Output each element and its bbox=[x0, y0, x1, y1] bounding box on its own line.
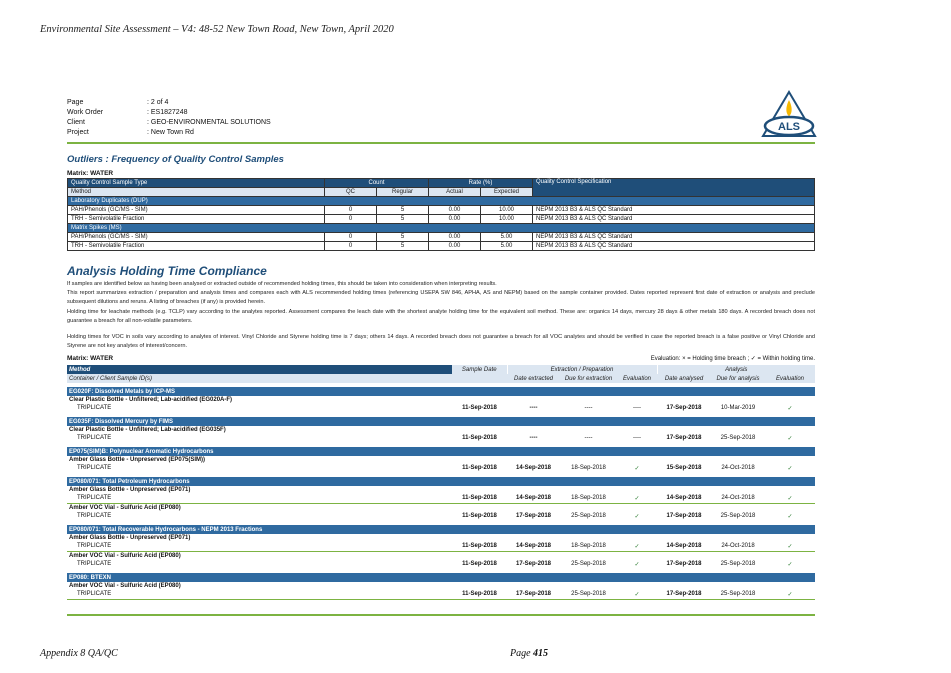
check-icon: ✓ bbox=[765, 511, 815, 523]
check-icon: ✓ bbox=[617, 541, 657, 552]
ht-subheader-row: Container / Client Sample ID(s) Date extracted Due for extraction Evaluation Date analysed Due for analysis Evaluation bbox=[67, 374, 815, 385]
table-row: TRH - Semivolatile Fraction 0 5 0.00 10.00 NEPM 2013 B3 & ALS QC Standard bbox=[68, 215, 815, 224]
report-meta bbox=[67, 98, 271, 138]
evaluation-legend: Evaluation: × = Holding time breach ; ✓ = Within holding time. bbox=[650, 356, 815, 362]
qc-frequency-table bbox=[67, 178, 815, 251]
ht-group: EG035F: Dissolved Mercury by FIMS bbox=[67, 415, 815, 426]
ht-group: EP080/071: Total Recoverable Hydrocarbons - NEPM 2013 Fractions bbox=[67, 523, 815, 534]
outliers-title: Outliers : Frequency of Quality Control Samples bbox=[67, 154, 284, 165]
paragraph-3: Holding time for leachate methods (e.g. TCLP) vary according to the analytes reported. Assessment compares the leach date with the shortest analyte holding time for the equivalent soil method. These are: organics 14 days, mercury 28 days & other metals 180 days. A recorded breach does not guarantee a breach for all non-volatile parameters. bbox=[67, 309, 815, 324]
sample-row: TRIPLICATE 11-Sep-2018 14-Sep-2018 18-Sep-2018 ✓ 14-Sep-2018 24-Oct-2018 ✓ bbox=[67, 493, 815, 504]
meta-row-client: Client : GEO-ENVIRONMENTAL SOLUTIONS bbox=[67, 119, 271, 126]
qc-header-row: Quality Control Sample Type Count Rate (%) Quality Control Specification bbox=[68, 179, 815, 188]
table-row: PAH/Phenols (GC/MS - SIM) 0 5 0.00 5.00 NEPM 2013 B3 & ALS QC Standard bbox=[68, 233, 815, 242]
sample-row: TRIPLICATE 11-Sep-2018 17-Sep-2018 25-Sep-2018 ✓ 17-Sep-2018 25-Sep-2018 ✓ bbox=[67, 511, 815, 523]
check-icon: ✓ bbox=[765, 589, 815, 600]
ht-group: EP075(SIM)B: Polynuclear Aromatic Hydrocarbons bbox=[67, 445, 815, 456]
footer-divider bbox=[67, 614, 815, 616]
check-icon: ✓ bbox=[765, 403, 815, 415]
check-icon: ✓ bbox=[617, 589, 657, 600]
table-row: TRH - Semivolatile Fraction 0 5 0.00 5.00 NEPM 2013 B3 & ALS QC Standard bbox=[68, 242, 815, 251]
header-divider bbox=[67, 142, 815, 144]
check-icon: ✓ bbox=[765, 493, 815, 504]
holding-time-title: Analysis Holding Time Compliance bbox=[67, 264, 267, 278]
check-icon: ✓ bbox=[617, 559, 657, 571]
logo-text: ALS bbox=[778, 121, 800, 133]
container-row: Amber Glass Bottle - Unpreserved (EP075(SIM)) bbox=[69, 456, 206, 463]
sample-row: TRIPLICATE 11-Sep-2018 17-Sep-2018 25-Sep-2018 ✓ 17-Sep-2018 25-Sep-2018 ✓ bbox=[67, 559, 815, 571]
paragraph-1: If samples are identified below as having been analysed or extracted outside of recommended holding times, this should be taken into consideration when interpreting results. bbox=[67, 281, 497, 287]
container-row: Clear Plastic Bottle - Unfiltered; Lab-acidified (EG020A-F) bbox=[69, 396, 233, 403]
sample-row: TRIPLICATE 11-Sep-2018 14-Sep-2018 18-Sep-2018 ✓ 15-Sep-2018 24-Oct-2018 ✓ bbox=[67, 463, 815, 475]
holding-time-table bbox=[67, 365, 815, 600]
meta-row-page: Page : 2 of 4 bbox=[67, 99, 169, 106]
footer-page: Page 415 bbox=[510, 648, 549, 659]
paragraph-2: This report summarizes extraction / preparation and analysis times and compares each with ALS recommended holding times (referencing USEPA SW 846, APHA, AS and NEPM) based on the sample container provided. Dates reported represent first date of extraction or analysis and preclude subsequent dilutions and reruns. A listing of breaches (if any) is provided herein. bbox=[67, 290, 815, 305]
matrix-label-2: Matrix: WATER bbox=[67, 355, 114, 362]
ht-group: EG020F: Dissolved Metals by ICP-MS bbox=[67, 385, 815, 396]
sample-row: TRIPLICATE 11-Sep-2018 17-Sep-2018 25-Sep-2018 ✓ 17-Sep-2018 25-Sep-2018 ✓ bbox=[67, 589, 815, 600]
check-icon: ✓ bbox=[765, 433, 815, 445]
container-row: Amber VOC Vial - Sulfuric Acid (EP080) bbox=[69, 582, 181, 589]
check-icon: ✓ bbox=[617, 493, 657, 504]
footer-appendix: Appendix 8 QA/QC bbox=[40, 648, 118, 659]
check-icon: ✓ bbox=[617, 463, 657, 475]
check-icon: ✓ bbox=[765, 559, 815, 571]
check-icon: ✓ bbox=[765, 541, 815, 552]
container-row: Clear Plastic Bottle - Unfiltered; Lab-acidified (EG035F) bbox=[69, 426, 226, 433]
qc-group-dup: Laboratory Duplicates (DUP) bbox=[68, 197, 815, 206]
ht-group: EP080: BTEXN bbox=[67, 571, 815, 582]
container-row: Amber VOC Vial - Sulfuric Acid (EP080) bbox=[69, 552, 181, 559]
paragraph-4: Holding times for VOC in soils vary according to analytes of interest. Vinyl Chloride and Styrene holding time is 7 days; others 14 days. A recorded breach does not guarantee a breach for all VOC analytes and should be verified in case the reported breach is a false positive or Vinyl Chloride and Styrene are not key analytes of interest/concern. bbox=[67, 334, 815, 349]
als-logo bbox=[760, 90, 818, 138]
document-header-title: Environmental Site Assessment – V4: 48-52 New Town Road, New Town, April 2020 bbox=[40, 24, 394, 35]
sample-row: TRIPLICATE 11-Sep-2018 14-Sep-2018 18-Sep-2018 ✓ 14-Sep-2018 24-Oct-2018 ✓ bbox=[67, 541, 815, 552]
ht-header-row: Method Sample Date Extraction / Preparation Analysis bbox=[67, 365, 815, 374]
sample-row: TRIPLICATE 11-Sep-2018 ---- ---- ---- 17-Sep-2018 25-Sep-2018 ✓ bbox=[67, 433, 815, 445]
matrix-label-1: Matrix: WATER bbox=[67, 170, 114, 177]
container-row: Amber Glass Bottle - Unpreserved (EP071) bbox=[69, 486, 191, 493]
check-icon: ✓ bbox=[617, 511, 657, 523]
qc-subheader-row: Method QC Regular Actual Expected bbox=[68, 188, 815, 197]
meta-row-project: Project : New Town Rd bbox=[67, 129, 194, 136]
container-row: Amber Glass Bottle - Unpreserved (EP071) bbox=[69, 534, 191, 541]
meta-row-work-order: Work Order : ES1827248 bbox=[67, 109, 188, 116]
check-icon: ✓ bbox=[765, 463, 815, 475]
qc-group-ms: Matrix Spikes (MS) bbox=[68, 224, 815, 233]
sample-row: TRIPLICATE 11-Sep-2018 ---- ---- ---- 17-Sep-2018 10-Mar-2019 ✓ bbox=[67, 403, 815, 415]
ht-group: EP080/071: Total Petroleum Hydrocarbons bbox=[67, 475, 815, 486]
table-row: PAH/Phenols (GC/MS - SIM) 0 5 0.00 10.00 NEPM 2013 B3 & ALS QC Standard bbox=[68, 206, 815, 215]
container-row: Amber VOC Vial - Sulfuric Acid (EP080) bbox=[69, 504, 181, 511]
